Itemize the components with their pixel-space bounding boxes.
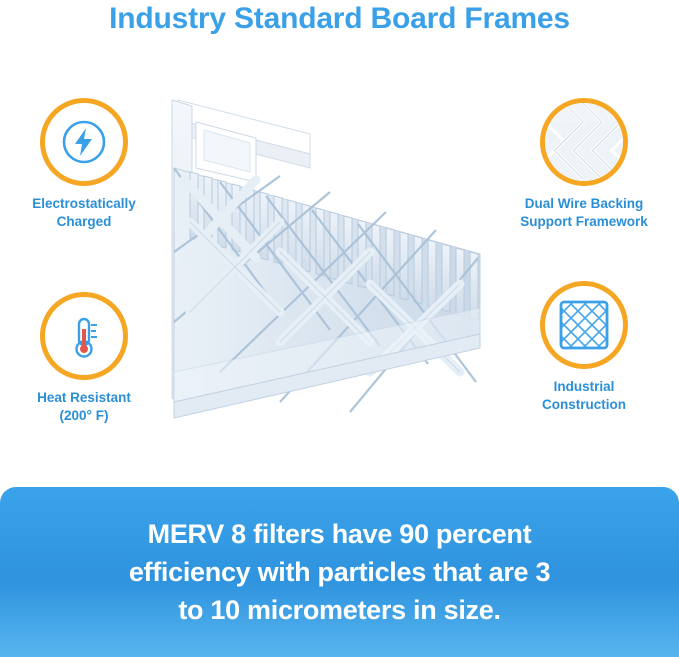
- product-illustration: [160, 72, 500, 472]
- banner-line-3: to 10 micrometers in size.: [178, 595, 501, 626]
- feature-label-line2: (200° F): [59, 408, 109, 424]
- feature-industrial-construction: [509, 281, 659, 414]
- thermometer-icon: [45, 297, 123, 375]
- feature-label-line2: Support Framework: [520, 214, 648, 230]
- feature-label-electrostatically-charged: [9, 195, 159, 231]
- badge-heat-resistant: [40, 292, 128, 380]
- feature-label-industrial-construction: [509, 378, 659, 414]
- feature-dual-wire-backing: [509, 98, 659, 231]
- banner-line-2: efficiency with particles that are 3: [128, 556, 551, 587]
- feature-label-line1: Electrostatically: [32, 196, 136, 211]
- badge-dual-wire-backing: [540, 98, 628, 186]
- feature-label-heat-resistant: [9, 389, 159, 425]
- feature-label-line1: Dual Wire Backing: [524, 196, 644, 211]
- page-title: Industry Standard Board Frames: [109, 2, 570, 35]
- lightning-bolt-icon: [45, 103, 123, 181]
- feature-label-dual-wire-backing: [509, 195, 659, 231]
- banner-text: [89, 515, 590, 630]
- badge-industrial-construction: [540, 281, 628, 369]
- mesh-square-icon: [545, 286, 623, 364]
- wire-mesh-photo-icon: [545, 103, 623, 181]
- badge-electrostatically-charged: [40, 98, 128, 186]
- feature-label-line2: Charged: [56, 214, 112, 230]
- feature-label-line2: Construction: [542, 397, 626, 413]
- feature-heat-resistant: [9, 292, 159, 425]
- feature-electrostatically-charged: [9, 98, 159, 231]
- feature-label-line1: Heat Resistant: [37, 390, 131, 405]
- merv-rating-banner: [0, 487, 679, 657]
- feature-label-line1: Industrial: [553, 379, 615, 394]
- banner-line-1: MERV 8 filters have 90 percent: [147, 518, 532, 549]
